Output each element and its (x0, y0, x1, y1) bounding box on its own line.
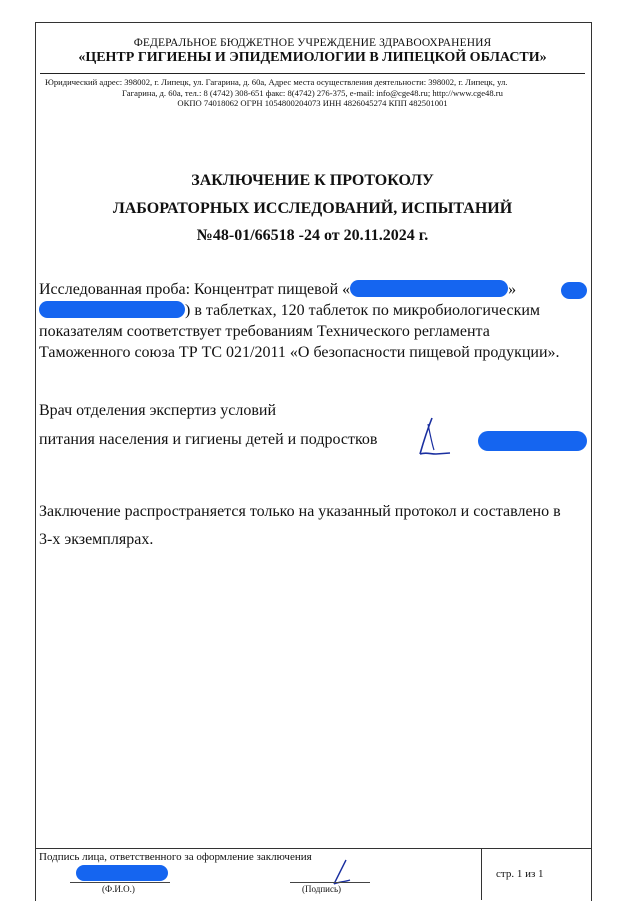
redacted-responsible-name (76, 865, 168, 881)
page-number: стр. 1 из 1 (496, 868, 544, 880)
org-name-line2: «ЦЕНТР ГИГИЕНЫ И ЭПИДЕМИОЛОГИИ В ЛИПЕЦКОЙ ОБЛАСТИ» (78, 50, 547, 65)
conclusion-line-2: 3-х экземплярах. (39, 531, 154, 548)
signature-label: (Подпись) (302, 884, 342, 894)
footer-column-divider (481, 848, 482, 900)
redacted-manufacturer (39, 301, 185, 318)
header-divider (40, 73, 585, 74)
doctor-title-line1: Врач отделения экспертиз условий (39, 402, 276, 419)
redacted-product-name (350, 280, 508, 297)
fio-underline (70, 882, 170, 883)
sample-line-2 (39, 300, 584, 321)
doc-title-line1: ЗАКЛЮЧЕНИЕ К ПРОТОКОЛУ (191, 172, 434, 189)
doc-title-line2: ЛАБОРАТОРНЫХ ИССЛЕДОВАНИЙ, ИСПЫТАНИЙ (112, 200, 513, 217)
responsible-label: Подпись лица, ответственного за оформление заключения (39, 851, 312, 863)
sample-close-quote: » (508, 281, 517, 298)
sample-paragraph (39, 279, 584, 363)
sample-prefix: Исследованная проба: Концентрат пищевой « (39, 281, 351, 298)
sample-line-1 (39, 279, 584, 300)
document-frame (35, 22, 592, 901)
doctor-title-line2: питания населения и гигиены детей и подростков (39, 431, 378, 448)
address-line-2: Гагарина, д. 60а, тел.: 8 (4742) 308-651 факс: 8(4742) 276-375, e-mail: info@cge48.ru; http://www.cge48.ru (122, 87, 503, 98)
address-line-1: Юридический адрес: 398002, г. Липецк, ул. Гагарина, д. 60а, Адрес места осуществления деятельности: 398002, г. Липецк, ул. (45, 77, 508, 87)
footer-divider (35, 848, 591, 849)
sample-cont: ) в таблетках, 120 таблеток по микробиологическим (185, 302, 541, 319)
redacted-doctor-name (478, 431, 587, 451)
doctor-signature (410, 414, 460, 459)
conclusion-line-1: Заключение распространяется только на указанный протокол и составлено в (39, 503, 561, 520)
signature-underline (290, 882, 370, 883)
sample-line-3: показателям соответствует требованиям Технического регламента (39, 323, 490, 340)
org-address (45, 77, 580, 109)
doc-title-line3: №48-01/66518 -24 от 20.11.2024 г. (196, 227, 429, 244)
fio-label: (Ф.И.О.) (102, 884, 135, 894)
conclusion-paragraph (39, 501, 584, 550)
redacted-tail (561, 282, 587, 299)
address-line-3: ОКПО 74018062 ОГРН 1054800204073 ИНН 4826045274 КПП 482501001 (177, 98, 448, 108)
org-name-line1: ФЕДЕРАЛЬНОЕ БЮДЖЕТНОЕ УЧРЕЖДЕНИЕ ЗДРАВООХРАНЕНИЯ (133, 37, 492, 49)
sample-line-4: Таможенного союза ТР ТС 021/2011 «О безопасности пищевой продукции». (39, 344, 560, 361)
